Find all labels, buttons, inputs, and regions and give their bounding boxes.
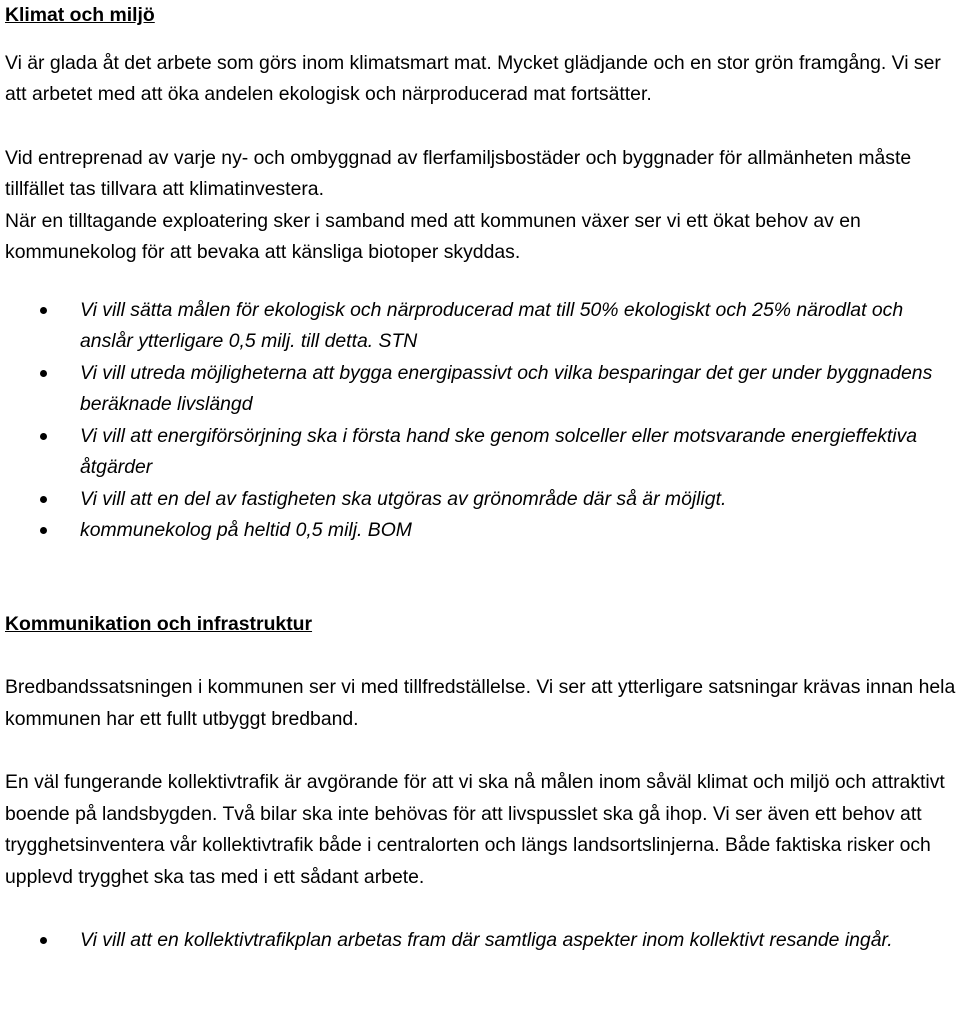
bullet-item: Vi vill att energiförsörjning ska i första hand ske genom solceller eller motsvarande energieffektiva åtgärder [5,421,960,484]
paragraph-exploatering: När en tilltagande exploatering sker i samband med att kommunen växer ser vi ett ökat behov av en kommunekolog för att bevaka att känsliga biotoper skyddas. [5,209,861,263]
bullet-list-kommunikation [5,925,960,957]
bullet-item: kommunekolog på heltid 0,5 milj. BOM [5,515,960,547]
paragraph-klimatsmart-mat: Vi är glada åt det arbete som görs inom klimatsmart mat. Mycket glädjande och en stor grön framgång. Vi ser att arbetet med att öka andelen ekologisk och närproducerad mat fortsätter. [5,51,941,105]
section-heading-kommunikation: Kommunikation och infrastruktur [5,612,313,635]
bullet-list-klimat [5,295,960,547]
bullet-item: Vi vill utreda möjligheterna att bygga energipassivt och vilka besparingar det ger under byggnadens beräknade livslängd [5,358,960,421]
bullet-item: Vi vill sätta målen för ekologisk och närproducerad mat till 50% ekologiskt och 25% närodlat och anslår ytterligare 0,5 milj. till detta. STN [5,295,960,358]
section-heading-klimat: Klimat och miljö [5,4,155,26]
paragraph-bredband: Bredbandssatsningen i kommunen ser vi med tillfredställelse. Vi ser att ytterligare satsningar krävas innan hela kommunen har ett fullt utbyggt bredband. [5,676,956,730]
paragraph-entreprenad: Vid entreprenad av varje ny- och ombyggnad av flerfamiljsbostäder och byggnader för allmänheten måste tillfället tas tillvara att klimatinvestera. [5,146,912,200]
bullet-item: Vi vill att en del av fastigheten ska utgöras av grönområde där så är möjligt. [5,484,960,516]
paragraph-kollektivtrafik: En väl fungerande kollektivtrafik är avgörande för att vi ska nå målen inom såväl klimat och miljö och attraktivt boende på landsbygden. Två bilar ska inte behövas för att livspusslet ska gå ihop. Vi ser även ett behov att trygghetsinventera vår kollektivtrafik både i centralorten och längs landsortslinjerna. Både faktiska risker och upplevd trygghet ska tas med i ett sådant arbete. [5,771,945,888]
bullet-item: Vi vill att en kollektivtrafikplan arbetas fram där samtliga aspekter inom kollektivt resande ingår. [5,925,960,957]
